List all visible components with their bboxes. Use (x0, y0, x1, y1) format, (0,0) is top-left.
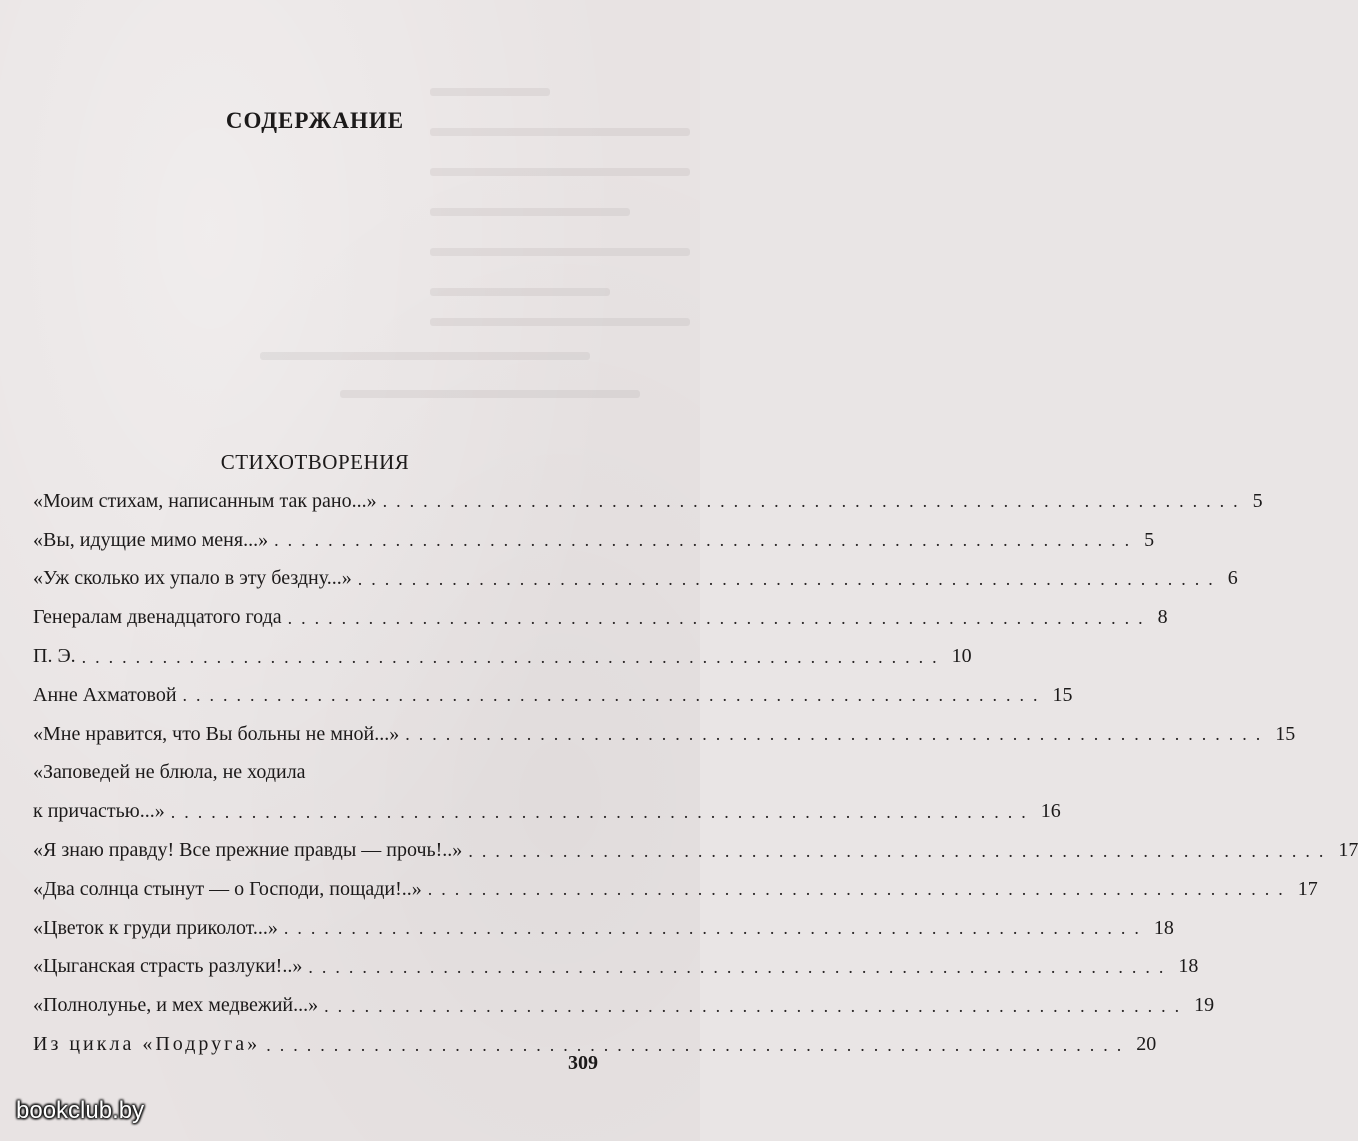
toc-entry-title: «Вы, идущие мимо меня...» (33, 528, 269, 551)
dot-leader: ................................................................ (274, 530, 1139, 551)
toc-entry-title: «Цыганская страсть разлуки!..» (33, 955, 303, 978)
dot-leader: ................................................................ (283, 918, 1148, 939)
toc-entry-page: 5 (1252, 489, 1263, 512)
bleed-through (430, 88, 550, 96)
table-of-contents (33, 482, 1358, 1064)
bleed-through (430, 248, 690, 256)
dot-leader: ................................................................ (427, 879, 1292, 900)
toc-entry-page: 15 (1052, 683, 1073, 706)
toc-entry-title: «Уж сколько их упало в эту бездну...» (33, 567, 352, 590)
dot-leader: ................................................................ (382, 491, 1247, 512)
toc-entry[interactable] (33, 754, 599, 793)
toc-entry-page: 5 (1144, 528, 1155, 551)
page-number: 309 (568, 1052, 598, 1074)
dot-leader: ................................................................ (287, 607, 1152, 628)
toc-entry-page: 17 (1297, 877, 1318, 900)
toc-entry-title: «Цветок к груди приколот...» (33, 916, 278, 939)
toc-entry-page: 19 (1194, 994, 1215, 1017)
dot-leader: ................................................................ (405, 724, 1270, 745)
toc-entry-title: П. Э. (33, 645, 76, 668)
dot-leader: ................................................................ (170, 801, 1035, 822)
bleed-through (340, 390, 640, 398)
section-heading: СТИХОТВОРЕНИЯ (220, 450, 410, 474)
dot-leader: ................................................................ (81, 646, 946, 667)
toc-entry[interactable] (33, 521, 1155, 560)
toc-entry[interactable] (33, 986, 1215, 1025)
toc-entry[interactable] (33, 598, 1168, 637)
toc-entry-title-continued: к причастью...» (33, 800, 165, 823)
contents-heading: СОДЕРЖАНИЕ (225, 108, 405, 133)
toc-entry[interactable] (33, 560, 1238, 599)
dot-leader: ................................................................ (182, 685, 1047, 706)
toc-entry-page: 20 (1136, 1033, 1157, 1056)
toc-entry-page: 15 (1275, 722, 1296, 745)
toc-entry-title: «Заповедей не блюла, не ходила (33, 761, 306, 784)
toc-entry-title: Анне Ахматовой (33, 683, 177, 706)
toc-entry-page: 18 (1153, 916, 1174, 939)
toc-entry[interactable] (33, 637, 972, 676)
toc-entry[interactable] (33, 676, 1073, 715)
dot-leader: ................................................................ (357, 568, 1222, 589)
dot-leader: ................................................................ (308, 956, 1173, 977)
toc-entry[interactable] (33, 909, 1174, 948)
bleed-through (430, 288, 610, 296)
dot-leader: ................................................................ (468, 840, 1333, 861)
toc-entry[interactable] (33, 831, 1358, 870)
toc-entry[interactable] (33, 948, 1199, 987)
toc-entry-page: 10 (951, 645, 972, 668)
bleed-through (430, 318, 690, 326)
bleed-through (430, 168, 690, 176)
toc-entry[interactable] (33, 1025, 1157, 1064)
toc-entry-title: «Моим стихам, написанным так рано...» (33, 489, 377, 512)
dot-leader: ................................................................ (266, 1034, 1131, 1055)
dot-leader: ................................................................ (324, 995, 1189, 1016)
toc-entry-page: 16 (1040, 800, 1061, 823)
bleed-through (260, 352, 590, 360)
bleed-through (430, 208, 630, 216)
watermark: bookclub.by (16, 1097, 145, 1124)
toc-entry[interactable] (33, 870, 1318, 909)
toc-entry[interactable] (33, 715, 1296, 754)
toc-entry-page: 17 (1338, 839, 1358, 862)
toc-entry-title: «Мне нравится, что Вы больны не мной...» (33, 722, 400, 745)
toc-entry[interactable] (33, 482, 1263, 521)
toc-entry-title: «Полнолунье, и мех медвежий...» (33, 994, 319, 1017)
toc-entry-title: Генералам двенадцатого года (33, 606, 282, 629)
toc-entry-page: 18 (1178, 955, 1199, 978)
toc-entry-continuation[interactable] (33, 792, 1061, 831)
toc-entry-title: «Я знаю правду! Все прежние правды — прочь!..» (33, 839, 463, 862)
toc-entry-page: 8 (1157, 606, 1168, 629)
toc-entry-title: «Два солнца стынут — о Господи, пощади!..» (33, 877, 422, 900)
toc-entry-title: Из цикла «Подруга» (33, 1033, 261, 1056)
toc-entry-page: 6 (1227, 567, 1238, 590)
